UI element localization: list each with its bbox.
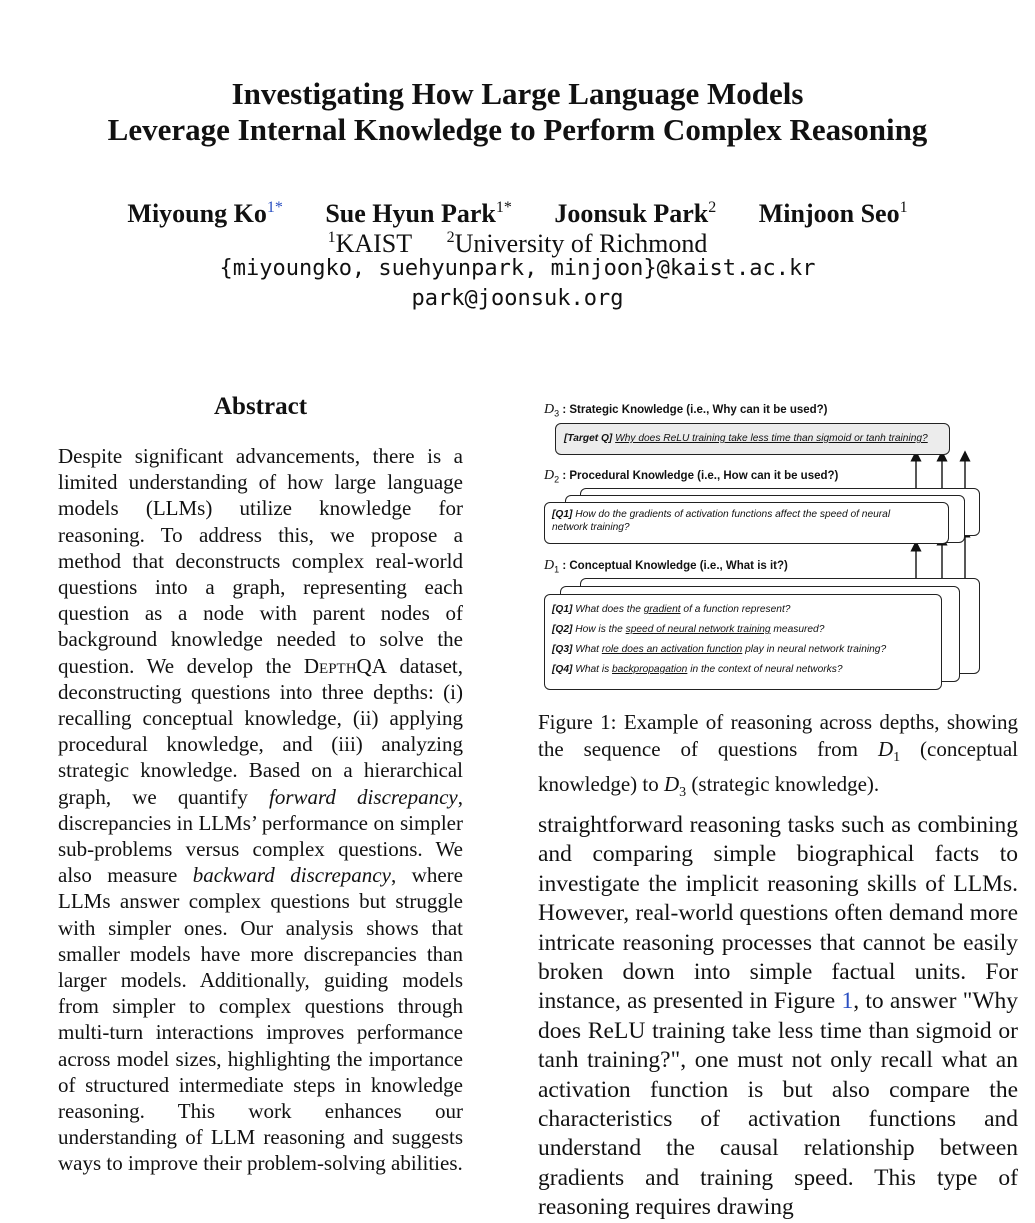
d1-question: [Q3] What role does an activation function play in neural network training? [552,644,887,655]
abstract-heading: Abstract [213,393,308,420]
title-line-2: Leverage Internal Knowledge to Perform Complex Reasoning [107,112,928,147]
d1-question-card [544,594,942,690]
paper-title [0,76,1035,148]
title-line-1: Investigating How Large Language Models [231,76,804,111]
author: Joonsuk Park$^2$ [554,199,717,228]
author: Miyoung $Ko^{1*}$ [127,199,283,228]
author: Sue Hyun Park$^{1*}$ [325,199,512,228]
d1-question: [Q1] What does the gradient of a function represent? [552,604,791,615]
d2-question-card: [Q1] How do the gradients of activation functions affect the speed of neural network training? [544,502,949,544]
d2-label: $D_2$ : Procedural Knowledge (i.e., How can it be used?) [544,468,839,485]
email-line-2: park@joonsuk.org [411,286,624,311]
d1-label: $D_1$ : Conceptual Knowledge (i.e., What is it?) [544,558,788,575]
figure-1 [535,398,995,698]
dataset-name: DepthQA [303,653,387,678]
figure-caption: Figure 1: Example of reasoning across depths, showing the sequence of questions from $D_1$ (conceptual knowledge) to $D_3$ (strategic knowledge). [538,710,1018,801]
affiliation: $^1$KAIST [327,229,413,258]
body-paragraph: straightforward reasoning tasks such as combining and comparing simple biographical facts to investigate the implicit reasoning skills of LLMs. However, real-world questions often demand more intricate reasoning processes that cannot be easily broken down into simple factual units. For instance, as presented in Figure 1, to answer "Why does ReLU training take less time than sigmoid or tanh training?", one must not only recall what an activation function is but also compare the characteristics of activation functions and understand the causal relationship between gradients and training speed. This type of reasoning requires drawing [538,812,1019,1221]
d1-question: [Q4] What is backpropagation in the context of neural networks? [552,664,843,675]
email-line-1: {miyoungko, suehyunpark, minjoon}@kaist.ac.kr [219,256,816,281]
figure-reference-link[interactable]: 1 [841,988,854,1015]
author: Minjoon Seo$^1$ [758,199,908,228]
abstract-body: Despite significant advancements, there is a limited understanding of how large language models (LLMs) utilize knowledge for reasoning. To address this, we propose a method that deconstructs complex real-world questions into a graph, representing each question as a node with parent nodes of background knowledge needed to solve the question. We develop the DepthQA dataset, deconstructing questions into three depths: (i) recalling conceptual knowledge, (ii) applying procedural knowledge, and (iii) analyzing strategic knowledge. Based on a hierarchical graph, we quantify forward discrepancy, discrepancies in LLMs’ performance on simpler sub-problems versus complex questions. We also measure backward discrepancy, where LLMs answer complex questions but struggle with simpler ones. Our analysis shows that smaller models have more discrepancies than larger models. Additionally, guiding models from simpler to complex questions through multi-turn interactions improves performance across model sizes, highlighting the importance of structured intermediate steps in knowledge reasoning. This work enhances our understanding of LLM reasoning and suggests ways to improve their problem-solving abilities. [58,444,463,1176]
d3-label: $D_3$ : Strategic Knowledge (i.e., Why can it be used?) [544,402,828,419]
d1-question: [Q2] How is the speed of neural network training measured? [552,624,825,635]
affiliation: $^2$University of Richmond [446,229,708,258]
target-question-card: [Target Q] Why does ReLU training take less time than sigmoid or tanh training? [555,423,950,455]
